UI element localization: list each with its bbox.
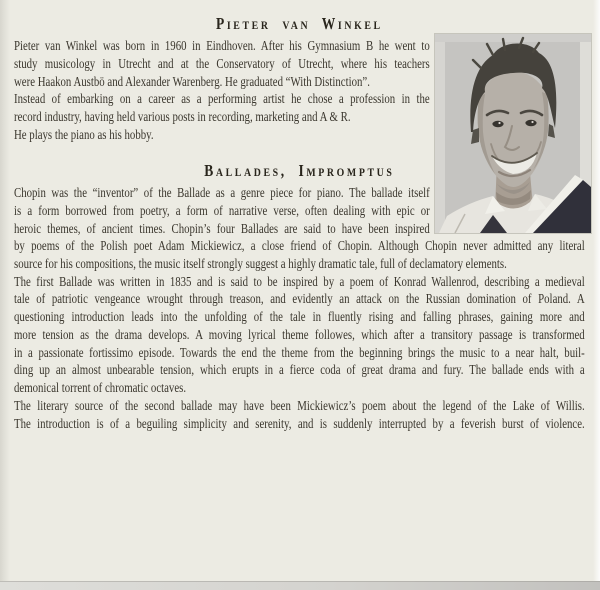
text-line: Pieter van Winkel was born in 1960 in Eindhoven. After his Gymnasium B he went to (14, 38, 430, 53)
text-line: Chopin was the “inventor” of the Ballade as a genre piece for piano. The ballade itself (14, 185, 430, 200)
text-line: Instead of embarking on a career as a performing artist he chose a profession in the (14, 91, 430, 107)
text-line: demonical torrent of chromatic octaves. (14, 380, 187, 395)
text-line: ding up an almost unbearable tension, which erupts in a fierce coda of great drama and fury. The ballade ends with a (14, 362, 585, 378)
portrait-photo (435, 34, 591, 233)
text-line: is a form borrowed from poetry, a form of narrative verse, often dealing with epic or (14, 202, 430, 218)
text-line: by poems of the Polish poet Adam Mickiewicz, a close friend of Chopin. Although Chopin never admitted any literal (14, 238, 585, 253)
text-line: in a passionate fortissimo episode. Towards the end the theme from the beginning brings the music to a near halt, buil- (14, 344, 585, 360)
section-heading-ballades-impromptus: Ballades, Impromptus (204, 161, 395, 180)
text-line: were Haakon Austbö and Alexander Warenberg. He graduated “With Distinction”. (14, 73, 370, 89)
text-line: questioning introduction leads into the unfolding of the tale in fluently rising and falling phrases, gaining more and (14, 309, 585, 324)
text-line: The literary source of the second ballade may have been Mickiewicz’s poem about the legend of the Lake of Willis. (14, 397, 585, 413)
text-line: study musicology in Utrecht and at the Conservatory of Utrecht, where his teachers (14, 55, 430, 71)
ballades-paragraph-narrow (14, 184, 430, 237)
scan-highlight-right (593, 0, 600, 590)
bio-paragraph (14, 37, 430, 144)
portrait-photo-image (435, 34, 591, 233)
text-line: record industry, having held various posts in recording, marketing and A & R. (14, 109, 351, 124)
section-heading-pieter-van-winkel: Pieter van Winkel (215, 14, 383, 33)
text-line: He plays the piano as his hobby. (14, 126, 154, 142)
text-line: more tension as the drama develops. A moving lyrical theme followes, which after a transitory passage is transformed (14, 326, 585, 342)
text-line: The first Ballade was written in 1835 and is said to be inspired by a poem of Konrad Wallenrod, describing a medieval (14, 273, 585, 289)
scan-shadow-left (0, 0, 10, 590)
text-line: tale of patriotic vengeance wrought through treason, and evidently an attack on the Russian domination of Poland. A (14, 291, 585, 307)
text-line: The introduction is of a beguiling simplicity and serenity, and is suddenly interrupted by a feverish burst of violence. (14, 415, 585, 431)
text-line: source for his compositions, the music itself strongly suggest a highly dramatic tale, full of declamatory elements. (14, 255, 507, 271)
text-line: heroic themes, of ancient times. Chopin’s four Ballades are said to have been inspired (14, 220, 430, 236)
ballades-paragraph-full (14, 237, 585, 432)
